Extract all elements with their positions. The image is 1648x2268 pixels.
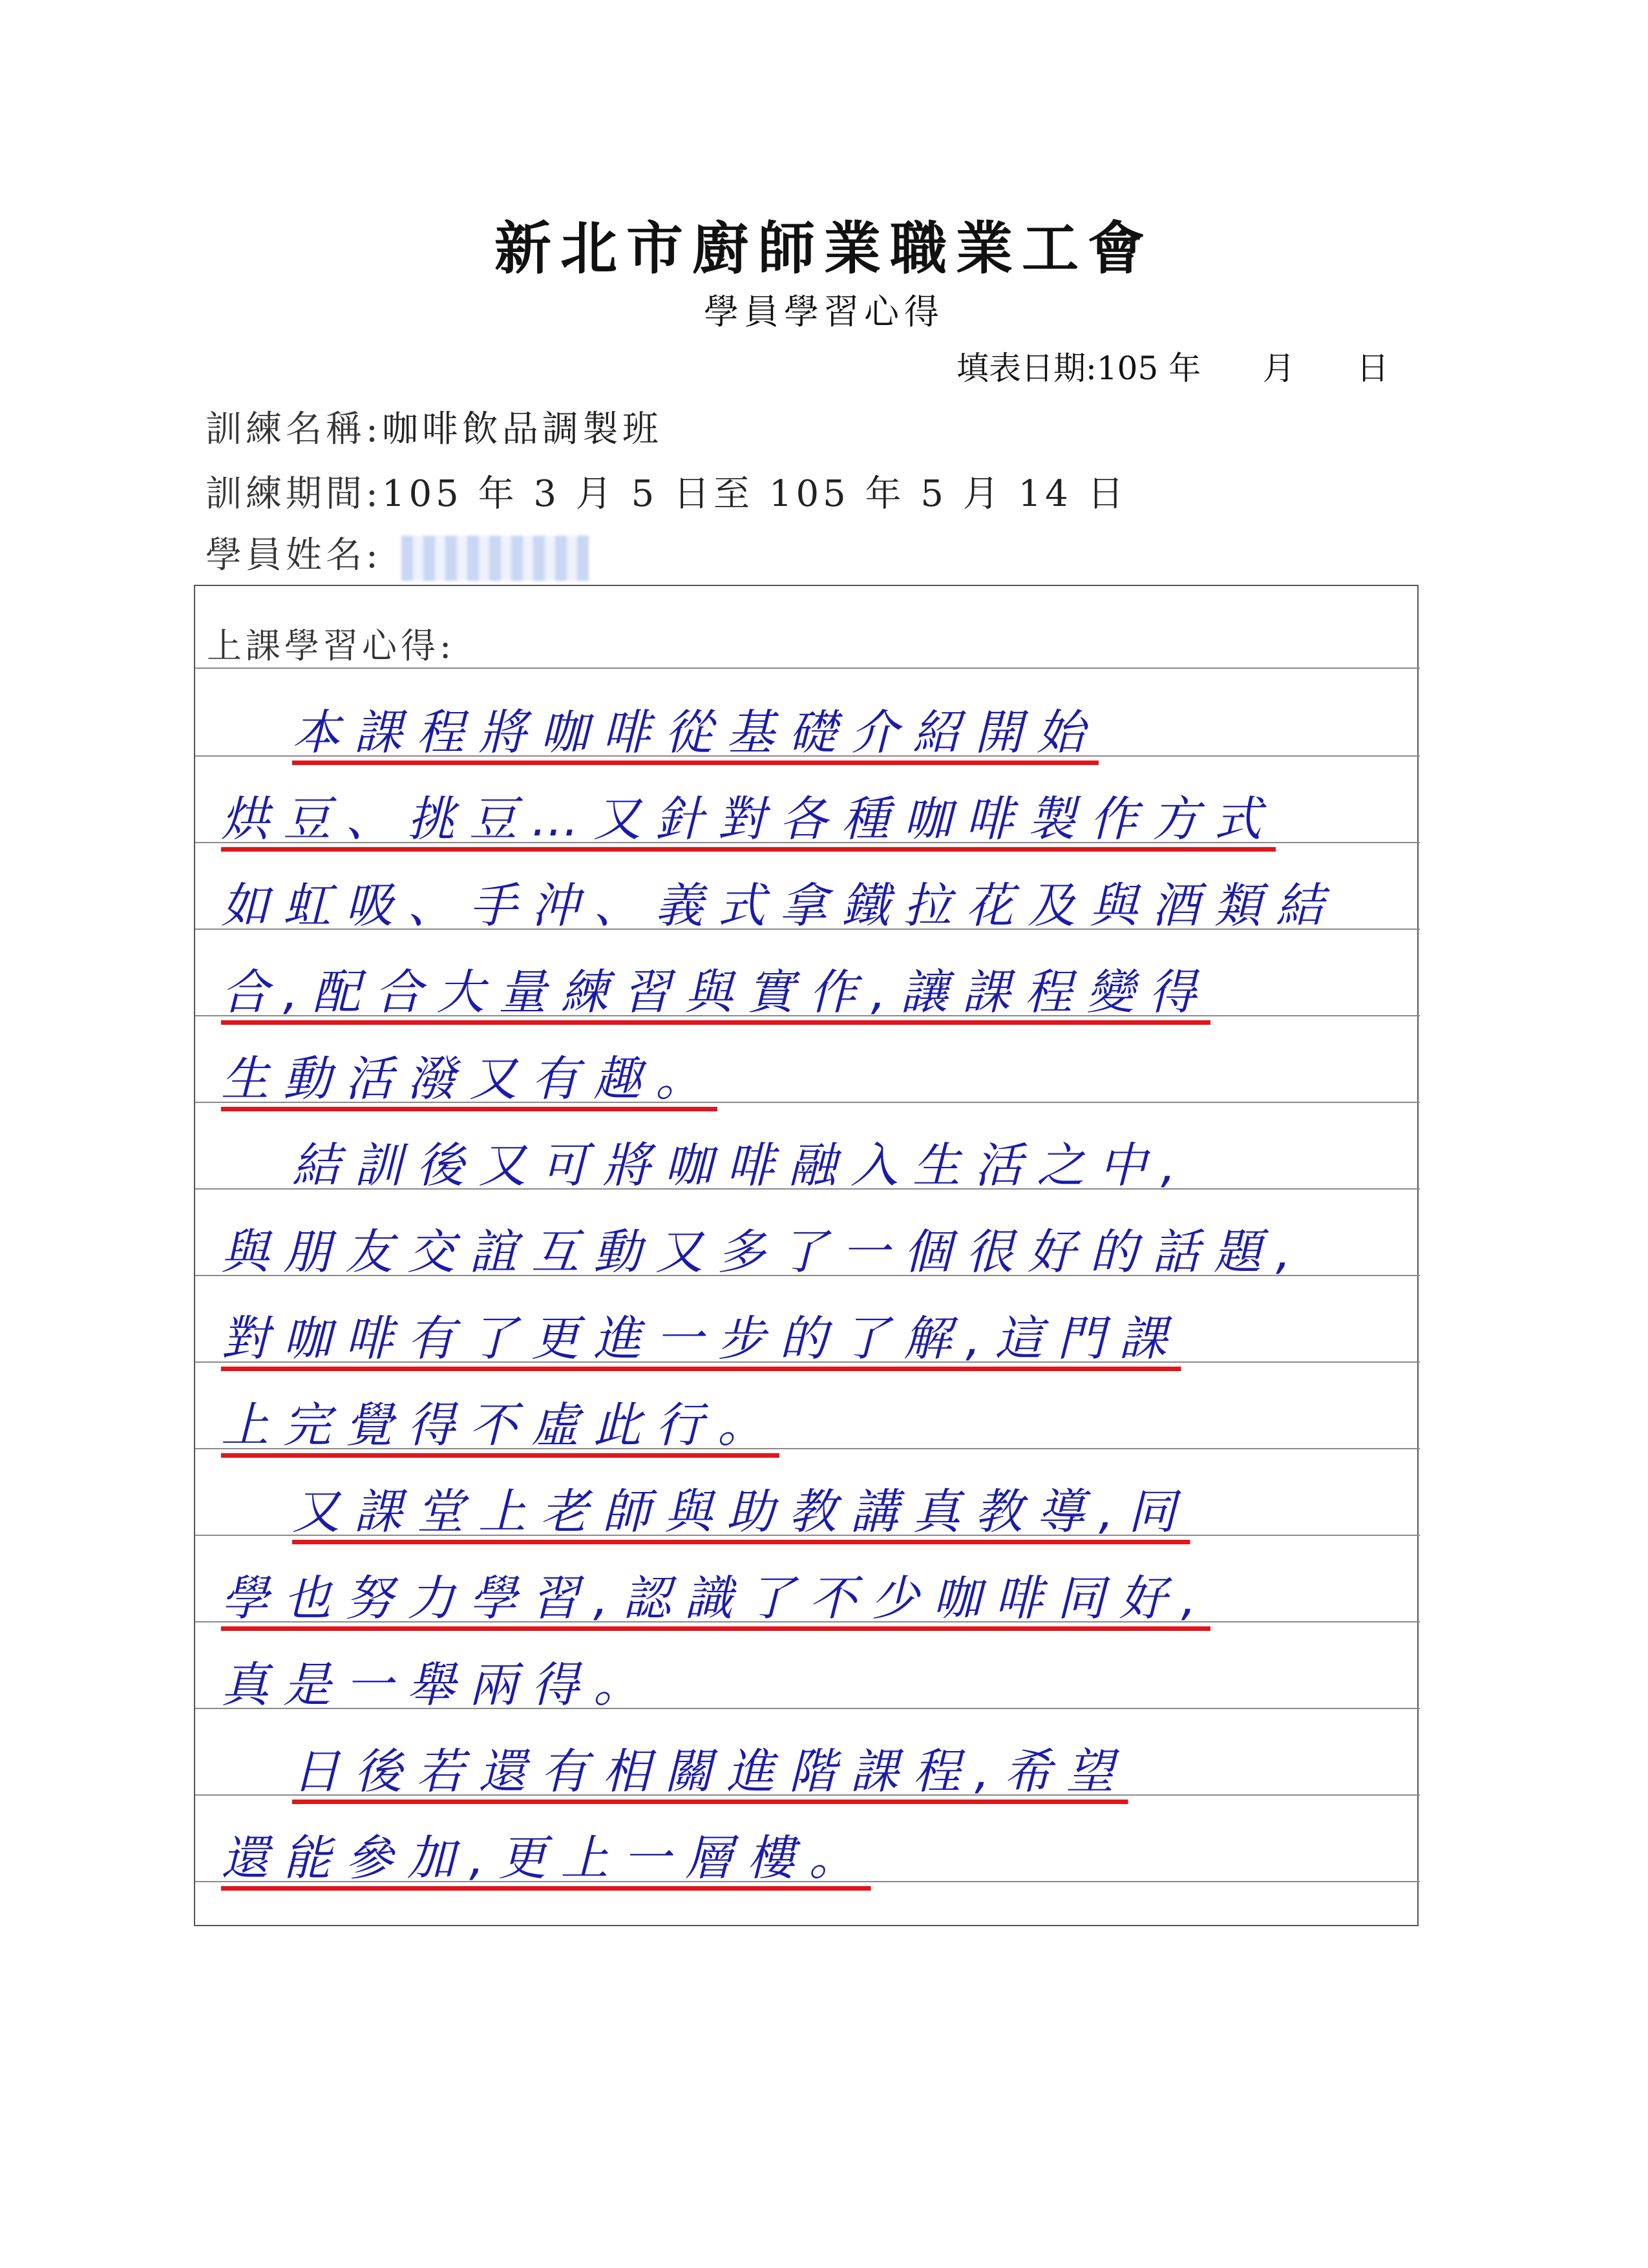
course-name-row	[206, 401, 662, 452]
course-name-label: 訓練名稱:	[206, 408, 382, 450]
reflection-line	[221, 1642, 1391, 1728]
reflection-heading: 上課學習心得:	[207, 625, 456, 666]
course-name-value: 咖啡飲品調製班	[381, 408, 662, 450]
reflection-line	[221, 1122, 1391, 1209]
student-name-row	[206, 527, 589, 581]
training-period-value: 105 年 3 月 5 日至 105 年 5 月 14 日	[381, 473, 1128, 515]
reflection-line	[221, 1728, 1391, 1815]
reflection-text: 日後若還有相關進階課程,希望	[292, 1744, 1128, 1800]
fill-date-day: 日	[1356, 350, 1389, 387]
reflection-text: 又課堂上老師與助教講真教導,同	[292, 1484, 1190, 1540]
reflection-line	[221, 1036, 1391, 1122]
fill-date	[956, 342, 1422, 389]
fill-date-month: 月	[1262, 350, 1295, 387]
reflection-text: 合,配合大量練習與實作,讓課程變得	[221, 965, 1211, 1020]
reflection-line	[221, 1296, 1391, 1382]
reflection-line	[221, 776, 1391, 863]
redacted-name	[401, 536, 589, 581]
reflection-text: 上完覺得不虛此行。	[221, 1398, 779, 1453]
reflection-sheet	[194, 585, 1419, 1926]
reflection-text: 學也努力學習,認識了不少咖啡同好,	[221, 1571, 1211, 1626]
document-title: 新北市廚師業職業工會	[494, 215, 1154, 282]
document-subtitle: 學員學習心得	[704, 291, 944, 332]
reflection-line	[221, 1382, 1391, 1469]
reflection-line	[221, 689, 1391, 776]
reflection-text: 真是一舉兩得。	[221, 1657, 655, 1713]
reflection-text: 本課程將咖啡從基礎介紹開始	[292, 705, 1099, 761]
reflection-line	[221, 949, 1391, 1036]
reflection-line	[221, 1209, 1391, 1296]
reflection-text: 烘豆、挑豆…又針對各種咖啡製作方式	[221, 792, 1276, 847]
handwritten-reflection	[221, 689, 1391, 1902]
reflection-text: 生動活潑又有趣。	[221, 1051, 717, 1107]
training-period-row	[206, 465, 1128, 517]
fill-date-label: 填表日期:105 年	[956, 350, 1201, 387]
reflection-text: 對咖啡有了更進一步的了解,這門課	[221, 1311, 1181, 1367]
reflection-text: 結訓後又可將咖啡融入生活之中,	[292, 1138, 1190, 1193]
reflection-text: 與朋友交誼互動又多了一個很好的話題,	[221, 1224, 1305, 1280]
student-name-label: 學員姓名:	[206, 534, 382, 576]
reflection-line	[221, 1555, 1391, 1642]
reflection-line	[221, 1815, 1391, 1902]
reflection-text: 還能參加,更上一層樓。	[221, 1831, 871, 1886]
training-period-label: 訓練期間:	[206, 473, 382, 515]
reflection-line	[221, 1469, 1391, 1555]
reflection-line	[221, 863, 1391, 949]
reflection-text: 如虹吸、手沖、義式拿鐵拉花及與酒類結	[221, 878, 1338, 934]
